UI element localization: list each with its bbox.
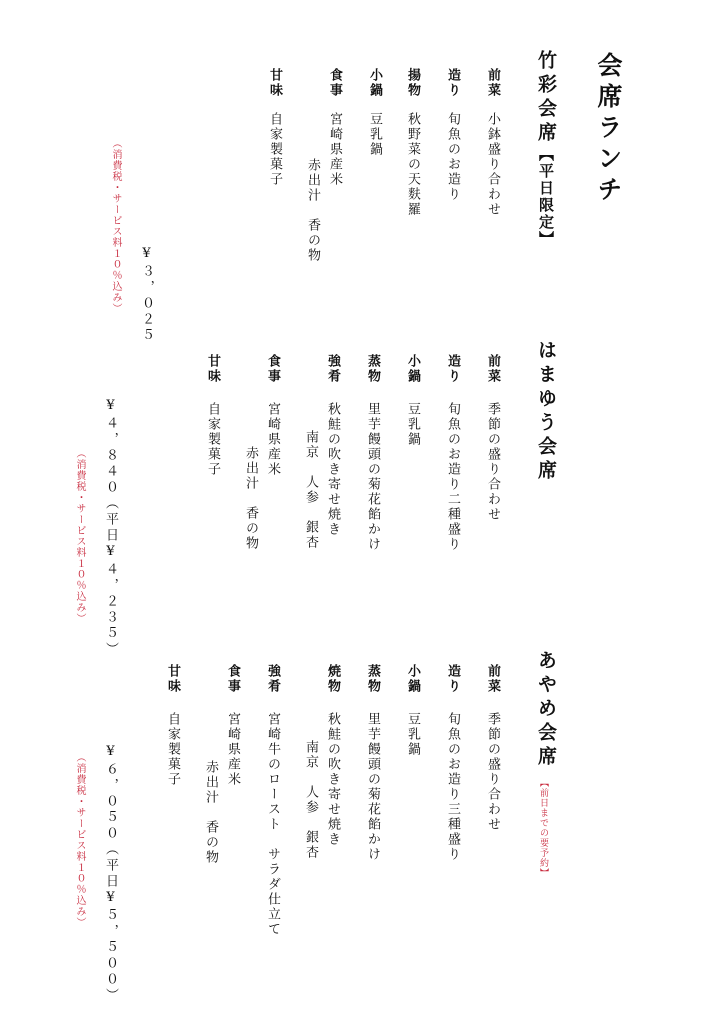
menu-item: 季節の盛り合わせ <box>485 402 500 522</box>
menu-category: 蒸物 <box>365 664 380 694</box>
menu-item: 自家製菓子 <box>267 112 282 187</box>
course-title <box>536 50 555 248</box>
course-title-suffix: 【平日限定】 <box>537 146 555 248</box>
menu-item: 宮崎牛のロースト サラダ仕立て <box>265 712 280 937</box>
course-price: ¥６，０５０（平日¥５，５００） <box>103 744 118 1004</box>
menu-item: 秋野菜の天麩羅 <box>405 112 420 217</box>
menu-item: 小鉢盛り合わせ <box>485 112 500 217</box>
menu-category: 造り <box>445 68 460 98</box>
menu-item: 旬魚のお造り二種盛り <box>445 402 460 552</box>
course-name: あやめ会席 <box>535 650 557 770</box>
menu-category: 食事 <box>225 664 240 694</box>
course-price: ¥４，８４０（平日¥４，２３５） <box>103 398 118 658</box>
menu-item: 宮崎県産米 <box>265 402 280 477</box>
menu-category: 強肴 <box>265 664 280 694</box>
menu-category: 前菜 <box>485 664 500 694</box>
menu-category: 強肴 <box>325 354 340 384</box>
menu-item: 南京 人参 銀杏 <box>303 430 318 550</box>
menu-item: 赤出汁 香の物 <box>203 760 218 865</box>
menu-category: 蒸物 <box>365 354 380 384</box>
menu-category: 甘味 <box>165 664 180 694</box>
menu-item: 季節の盛り合わせ <box>485 712 500 832</box>
reservation-note: 【前日までの要予約】 <box>538 778 548 878</box>
menu-item: 自家製菓子 <box>165 712 180 787</box>
menu-item: 豆乳鍋 <box>405 402 420 447</box>
menu-category: 食事 <box>327 68 342 98</box>
menu-category: 前菜 <box>485 354 500 384</box>
menu-item: 豆乳鍋 <box>405 712 420 757</box>
menu-category: 小鍋 <box>367 68 382 98</box>
menu-category: 甘味 <box>267 68 282 98</box>
menu-category: 揚物 <box>405 68 420 98</box>
menu-category: 小鍋 <box>405 664 420 694</box>
menu-category: 小鍋 <box>405 354 420 384</box>
menu-category: 焼物 <box>325 664 340 694</box>
menu-category: 造り <box>445 354 460 384</box>
menu-item: 自家製菓子 <box>205 402 220 477</box>
page-title: 会席ランチ <box>594 52 623 207</box>
tax-note: （消費税・サービス料１０％込み） <box>74 752 85 928</box>
menu-item: 里芋饅頭の菊花餡かけ <box>365 402 380 552</box>
menu-category: 甘味 <box>205 354 220 384</box>
tax-note: （消費税・サービス料１０％込み） <box>74 448 85 624</box>
menu-category: 食事 <box>265 354 280 384</box>
course-name: はまゆう会席 <box>535 340 557 484</box>
menu-item: 秋鮭の吹き寄せ焼き <box>325 402 340 537</box>
menu-category: 前菜 <box>485 68 500 98</box>
menu-category: 造り <box>445 664 460 694</box>
menu-item: 豆乳鍋 <box>367 112 382 157</box>
tax-note: （消費税・サービス料１０％込み） <box>110 138 121 314</box>
menu-item: 旬魚のお造り三種盛り <box>445 712 460 862</box>
menu-item: 南京 人参 銀杏 <box>303 740 318 860</box>
menu-item: 里芋饅頭の菊花餡かけ <box>365 712 380 862</box>
menu-item: 旬魚のお造り <box>445 112 460 202</box>
course-price: ¥３，０２５ <box>139 246 154 344</box>
menu-item: 秋鮭の吹き寄せ焼き <box>325 712 340 847</box>
menu-item: 宮崎県産米 <box>225 712 240 787</box>
course-name: 竹彩会席 <box>535 50 557 146</box>
menu-item: 赤出汁 香の物 <box>243 446 258 551</box>
menu-item: 宮崎県産米 <box>327 112 342 187</box>
menu-item: 赤出汁 香の物 <box>305 158 320 263</box>
